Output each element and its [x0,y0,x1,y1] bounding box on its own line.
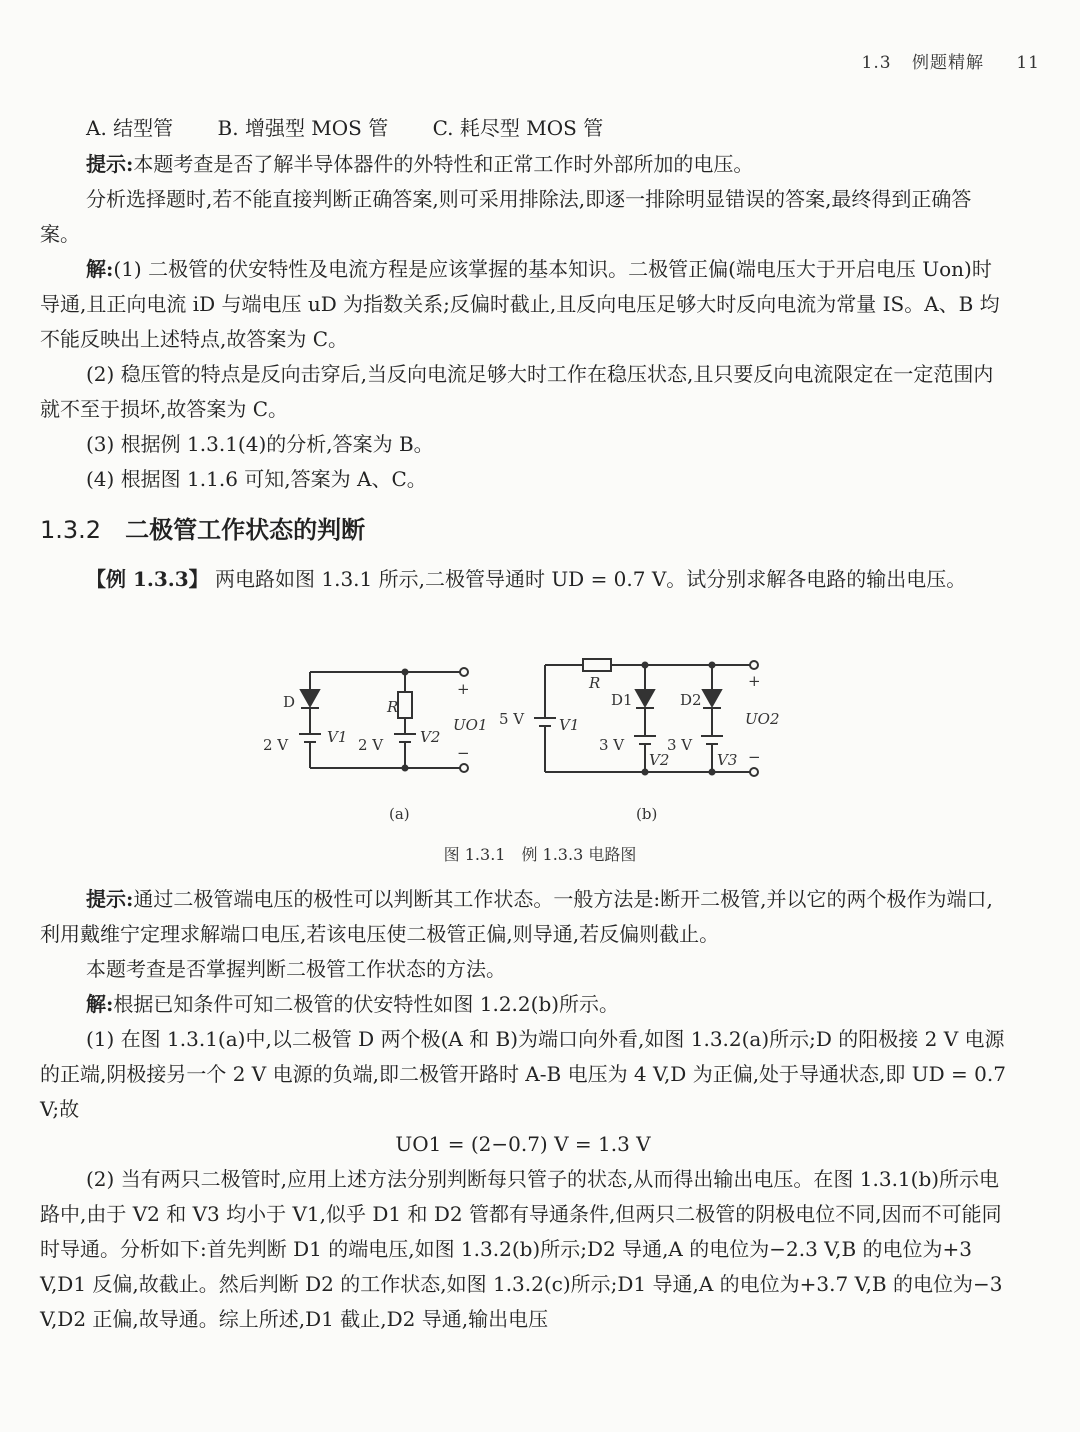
minus-b: − [748,748,761,766]
solution-paragraph-2: (2) 稳压管的特点是反向击穿后,当反向电流足够大时工作在稳压状态,且只要反向电流限定在一定范围内就不至于损坏,故答案为 C。 [40,362,994,421]
minus-a: − [457,744,470,762]
part1-paragraph: (1) 在图 1.3.1(a)中,以二极管 D 两个极(A 和 B)为端口向外看,如图 1.3.2(a)所示;D 的阳极接 2 V 电源的正端,阴极接另一个 2 V 电源的负端,即二极管开路时 A-B 电压为 4 V,D 为正偏,处于导通状态,即 UD = 0.7 V;故 [40,1027,1006,1121]
analysis-paragraph: 分析选择题时,若不能直接判断正确答案,则可采用排除法,即逐一排除明显错误的答案,最终得到正确答案。 [40,187,972,246]
solution-paragraph-4: (4) 根据图 1.1.6 可知,答案为 A、C。 [86,467,427,491]
label-v1-a: V1 [327,728,348,746]
solution-intro-paragraph [40,987,1006,1022]
example-text: 两电路如图 1.3.1 所示,二极管导通时 UD = 0.7 V。试分别求解各电路的输出电压。 [215,567,967,591]
hint-label: 提示: [86,152,134,176]
answer-options [86,112,641,141]
hint-paragraph [40,147,1006,182]
solution-intro-text: 根据已知条件可知二极管的伏安特性如图 1.2.2(b)所示。 [113,992,620,1016]
plus-b: + [748,672,761,690]
label-d1: D1 [611,691,633,709]
label-2v-right: 2 V [358,736,384,754]
subfigure-b-label: (b) [636,805,658,823]
solution-label: 解: [86,257,114,281]
solution-paragraph-3: (3) 根据例 1.3.1(4)的分析,答案为 B。 [86,432,434,456]
running-head [848,48,1041,73]
section-number: 1.3.2 [40,516,102,544]
section-heading [40,510,365,545]
plus-a: + [457,680,470,698]
example-label: 【例 1.3.3】 [86,567,209,591]
label-r-a: R [387,698,399,716]
label-v3: V3 [717,751,738,769]
example-paragraph [40,562,1006,597]
page-number: 11 [1016,53,1040,73]
formula-uo1: UO1 = (2−0.7) V = 1.3 V [395,1132,651,1156]
section-title: 二极管工作状态的判断 [125,515,366,544]
label-uo2: UO2 [745,710,780,728]
header-section: 1.3 [861,53,892,73]
label-r-b: R [589,674,601,692]
solution-text-1: (1) 二极管的伏安特性及电流方程是应该掌握的基本知识。二极管正偏(端电压大于开启电压 Uon)时导通,且正向电流 iD 与端电压 uD 为指数关系;反偏时截止,且反向电压足够大时反向电流为常量 IS。A、B 均不能反映出上述特点,故答案为 C。 [40,257,1000,351]
circuit-diagram [255,650,815,825]
label-d2: D2 [680,691,702,709]
aim-paragraph: 本题考查是否掌握判断二极管工作状态的方法。 [86,957,506,981]
label-v2-b: V2 [649,751,670,769]
option-b: B. 增强型 MOS 管 [217,116,389,140]
label-v1-b: V1 [559,716,580,734]
part2-paragraph: (2) 当有两只二极管时,应用上述方法分别判断每只管子的状态,从而得出输出电压。在图 1.3.1(b)所示电路中,由于 V2 和 V3 均小于 V1,似乎 D1 和 D2 管都有导通条件,但两只二极管的阴极电位不同,因而不可能同时导通。分析如下:首先判断 D1 的端电压,如图 1.3.2(b)所示;D2 导通,A 的电位为−2.3 V,B 的电位为+3 V,D1 反偏,故截止。然后判断 D2 的工作状态,如图 1.3.2(c)所示;D1 导通,A 的电位为+3.7 V,B 的电位为−3 V,D2 正偏,故导通。综上所述,D1 截止,D2 导通,输出电压 [40,1167,1003,1331]
label-v2-a: V2 [420,728,441,746]
label-3v-d1: 3 V [599,736,625,754]
hint-paragraph-2 [40,882,1006,952]
label-uo1: UO1 [453,716,488,734]
solution-block-2 [40,882,1006,1337]
label-d: D [283,693,296,711]
header-title: 例题精解 [911,53,984,73]
hint-text-2: 通过二极管端电压的极性可以判断其工作状态。一般方法是:断开二极管,并以它的两个极作为端口,利用戴维宁定理求解端口电压,若该电压使二极管正偏,则导通,若反偏则截止。 [40,887,993,946]
circuit-figure [255,650,815,825]
option-a: A. 结型管 [86,116,174,140]
option-c: C. 耗尽型 MOS 管 [432,116,604,140]
figure-caption: 图 1.3.1 例 1.3.3 电路图 [443,845,637,864]
label-3v-d2: 3 V [667,736,693,754]
example-block [40,562,1006,597]
label-5v: 5 V [499,710,525,728]
solution-label-2: 解: [86,992,114,1016]
solution-paragraph-1 [40,252,1006,357]
hint-label-2: 提示: [86,887,134,911]
subfigure-a-label: (a) [389,805,410,823]
solution-block-1 [40,147,1006,497]
label-2v-left: 2 V [263,736,289,754]
hint-text: 本题考查是否了解半导体器件的外特性和正常工作时外部所加的电压。 [133,152,754,176]
